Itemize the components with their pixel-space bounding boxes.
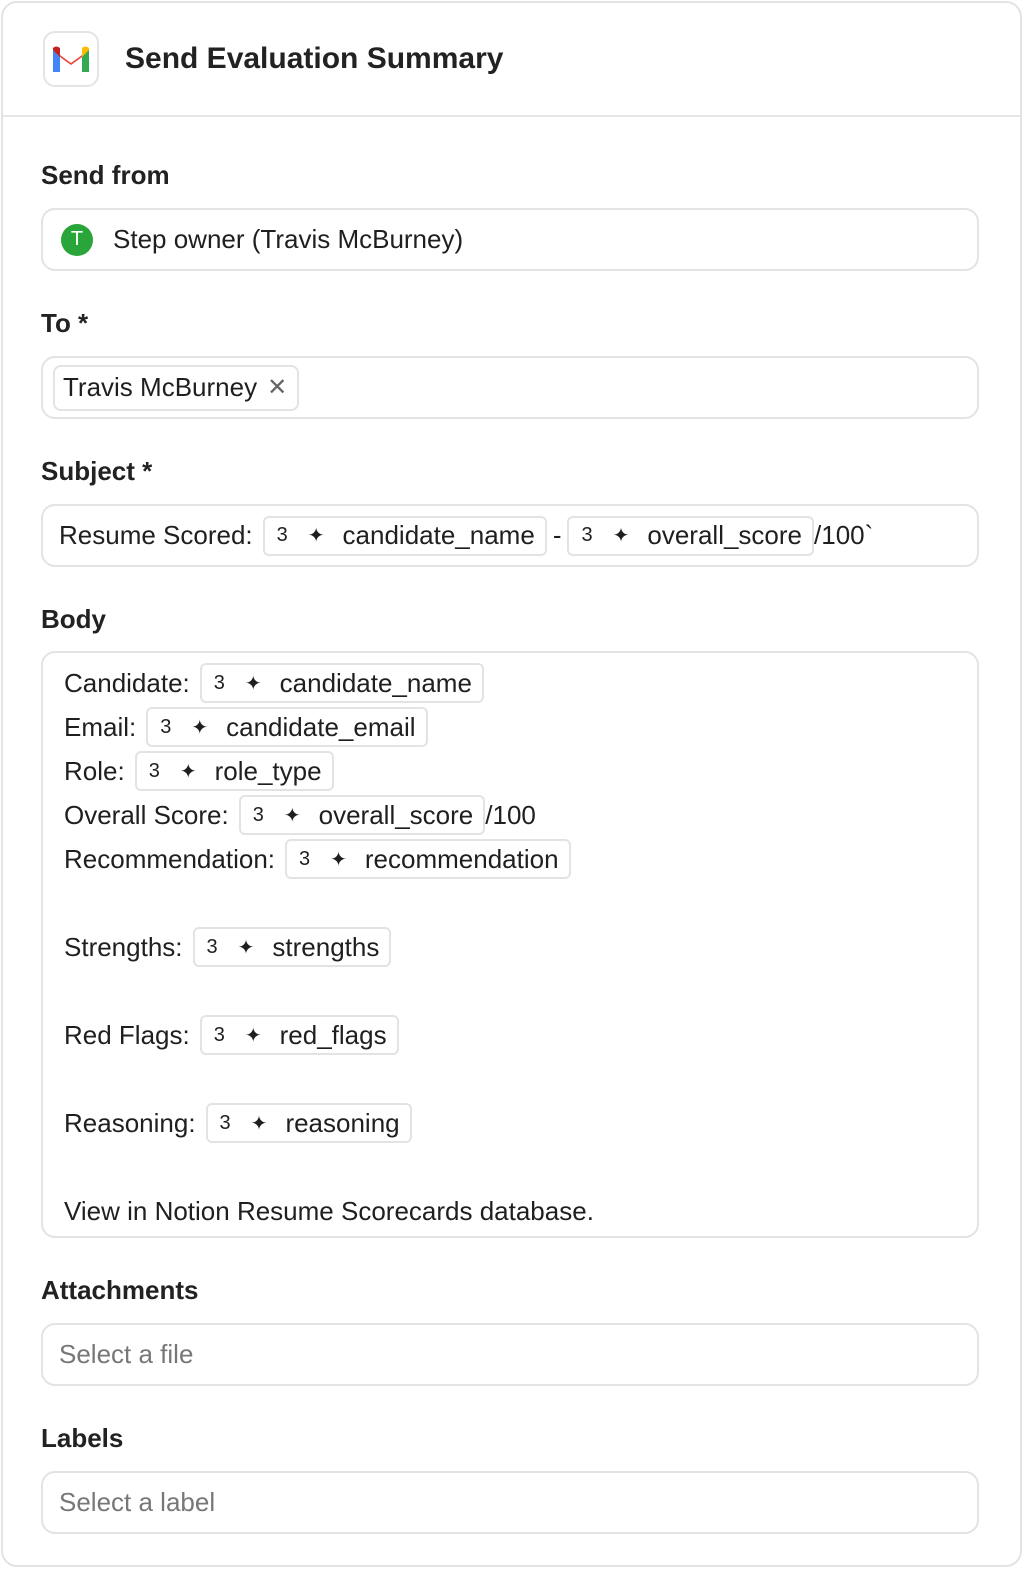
step-number: 3: [219, 1111, 231, 1134]
sparkle-icon: ✦: [307, 525, 325, 547]
variable-pill[interactable]: [146, 707, 427, 747]
variable-name: strengths: [272, 931, 380, 962]
variable-name: recommendation: [364, 843, 559, 874]
variable-pill[interactable]: [200, 663, 484, 703]
variable-name: overall_score: [647, 520, 803, 550]
body-label: Body: [41, 604, 106, 634]
body-line-label: Red Flags:: [64, 1019, 190, 1050]
step-number: 3: [213, 1023, 225, 1046]
body-footer: View in Notion Resume Scorecards database.: [64, 1195, 594, 1226]
to-input[interactable]: [41, 356, 979, 419]
avatar: T: [61, 224, 93, 256]
body-line-label: Strengths:: [64, 931, 183, 962]
body-line-label: Candidate:: [64, 667, 190, 698]
step-number: 3: [148, 759, 160, 782]
sparkle-icon: ✦: [612, 525, 630, 547]
body-line-suffix: /100: [485, 799, 536, 830]
variable-pill[interactable]: [200, 1015, 399, 1055]
labels-select[interactable]: [41, 1471, 979, 1534]
attachments-select[interactable]: [41, 1323, 979, 1386]
variable-pill[interactable]: [567, 516, 814, 556]
step-number: 3: [213, 671, 225, 694]
variable-name: candidate_email: [226, 711, 416, 742]
step-number: 3: [252, 803, 264, 826]
subject-label: Subject *: [41, 456, 153, 486]
variable-pill[interactable]: [263, 516, 547, 556]
sparkle-icon: ✦: [244, 672, 262, 695]
subject-prefix: Resume Scored:: [59, 520, 253, 550]
variable-name: role_type: [214, 755, 322, 786]
variable-pill[interactable]: [135, 751, 334, 791]
variable-pill[interactable]: [193, 927, 392, 967]
recipient-name: Travis McBurney: [63, 372, 258, 402]
variable-name: candidate_name: [279, 667, 472, 698]
variable-name: candidate_name: [342, 520, 535, 550]
send-from-value: Step owner (Travis McBurney): [113, 224, 464, 254]
attachments-label: Attachments: [41, 1275, 199, 1305]
page-title: Send Evaluation Summary: [125, 42, 504, 75]
to-label: To *: [41, 308, 89, 338]
sparkle-icon: ✦: [283, 804, 301, 827]
variable-pill[interactable]: [239, 795, 486, 835]
step-number: 3: [581, 524, 593, 546]
body-line: [64, 749, 977, 793]
body-editor[interactable]: [41, 651, 979, 1238]
blank-line: [64, 1145, 977, 1189]
subject-suffix: /100`: [814, 520, 874, 550]
variable-pill[interactable]: [206, 1103, 412, 1143]
body-line-label: Overall Score:: [64, 799, 229, 830]
step-number: 3: [160, 715, 172, 738]
sparkle-icon: ✦: [237, 936, 255, 959]
send-from-label: Send from: [41, 160, 170, 190]
body-line-label: Recommendation:: [64, 843, 275, 874]
body-line-label: Role:: [64, 755, 125, 786]
close-icon[interactable]: ✕: [267, 374, 288, 401]
body-line: [64, 793, 977, 837]
body-line: [64, 837, 977, 881]
body-line: [64, 1013, 977, 1057]
subject-input[interactable]: [41, 504, 979, 567]
send-from-select[interactable]: [41, 208, 979, 271]
gmail-icon: [43, 31, 99, 87]
body-line: [64, 661, 977, 705]
sparkle-icon: ✦: [250, 1112, 268, 1135]
step-number: 3: [276, 524, 288, 546]
variable-name: overall_score: [318, 799, 474, 830]
sparkle-icon: ✦: [179, 760, 197, 783]
subject-separator: -: [552, 520, 562, 550]
attachments-placeholder: Select a file: [59, 1339, 194, 1369]
blank-line: [64, 969, 977, 1013]
labels-placeholder: Select a label: [59, 1487, 216, 1517]
blank-line: [64, 1057, 977, 1101]
body-line: [64, 705, 977, 749]
blank-line: [64, 881, 977, 925]
body-line-label: Reasoning:: [64, 1107, 196, 1138]
panel-header: [3, 3, 1020, 117]
sparkle-icon: ✦: [191, 716, 209, 739]
step-number: 3: [206, 935, 218, 958]
body-line: [64, 1101, 977, 1145]
labels-label: Labels: [41, 1423, 124, 1453]
sparkle-icon: ✦: [244, 1024, 262, 1047]
step-number: 3: [299, 847, 311, 870]
body-line: [64, 925, 977, 969]
variable-name: reasoning: [285, 1107, 400, 1138]
variable-pill[interactable]: [285, 839, 571, 879]
variable-name: red_flags: [279, 1019, 387, 1050]
recipient-tag: [53, 365, 299, 411]
sparkle-icon: ✦: [330, 848, 347, 871]
body-line-label: Email:: [64, 711, 137, 742]
